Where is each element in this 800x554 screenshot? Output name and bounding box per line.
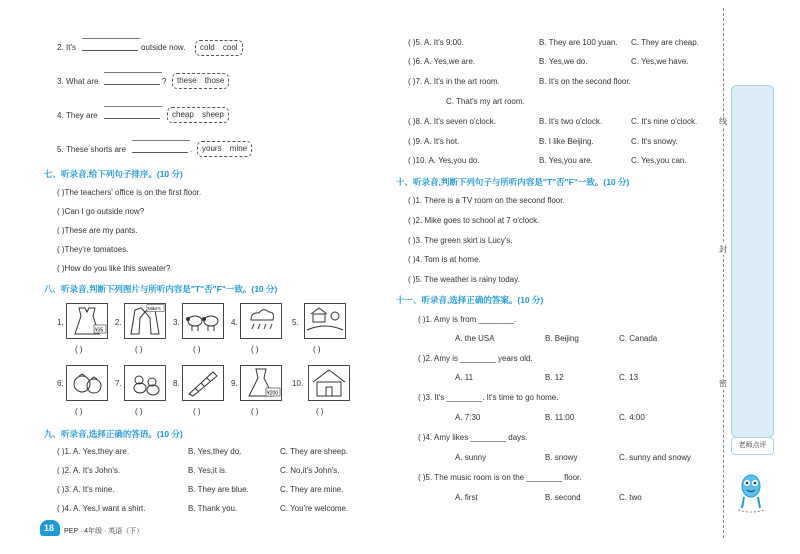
answer-paren[interactable]: ( ) [135, 345, 143, 354]
option-a[interactable]: A. sunny [455, 453, 487, 462]
option-b[interactable]: B. It's on the second floor. [539, 77, 631, 86]
option-c[interactable]: C. sunny and snowy [619, 453, 692, 462]
question-text[interactable]: ( )2. Amy is ________ years old. [418, 354, 533, 363]
list-item[interactable]: ( )Can I go outside now? [57, 207, 145, 216]
option-b[interactable]: B. Thank you. [188, 504, 238, 513]
question-text[interactable]: ( )5. The music room is on the ________ floor. [418, 473, 582, 482]
option-b[interactable]: B. They are blue. [188, 485, 249, 494]
fill-num: 4. [57, 111, 64, 120]
fill-pre: They are [66, 111, 98, 120]
pic-num: 2. [115, 318, 122, 327]
word-box: cheap sheep [167, 107, 229, 123]
answer-paren[interactable]: ( ) [135, 407, 143, 416]
option-b[interactable]: B. Yes,it is. [188, 466, 228, 475]
option-a[interactable]: ( )7. A. It's in the art room. [408, 77, 500, 86]
list-item[interactable]: ( )These are my pants. [57, 226, 138, 235]
option-a[interactable]: ( )2. A. It's John's. [57, 466, 121, 475]
pic-num: 9. [231, 379, 238, 388]
option-c[interactable]: C. You're welcome. [280, 504, 349, 513]
price-tag-2: ¥200 [267, 390, 279, 397]
page-number: 18 [44, 523, 55, 533]
option-a[interactable]: ( )1. A. Yes,they are. [57, 447, 130, 456]
option-b[interactable]: B. Yes,they do. [188, 447, 242, 456]
dress-picture [66, 303, 108, 339]
option-b[interactable]: B. It's two o'clock. [539, 117, 603, 126]
blank[interactable] [104, 111, 160, 119]
cut-line [723, 8, 724, 538]
option-c[interactable]: C. No,it's John's. [280, 466, 340, 475]
list-item[interactable]: ( )The teachers' office is on the first floor. [57, 188, 202, 197]
side-char-seal: 封 [719, 245, 727, 254]
section-10-title: 十、听录音,判断下列句子与所听内容是"T"否"F"一致。(10 分) [396, 177, 630, 187]
side-char-line: 线 [719, 117, 727, 126]
teacher-comment-label: 老师点评 [731, 437, 774, 455]
answer-paren[interactable]: ( ) [316, 407, 324, 416]
list-item[interactable]: ( )4. Tom is at home. [408, 255, 481, 264]
answer-paren[interactable]: ( ) [193, 345, 201, 354]
option-b[interactable]: B. Beijing [545, 334, 579, 343]
option-c[interactable]: C. Yes,you can. [631, 156, 687, 165]
option-b[interactable]: B. Yes,you are. [539, 156, 593, 165]
jacket-picture [124, 303, 166, 339]
blank[interactable] [82, 43, 138, 51]
tomato-picture [66, 365, 108, 401]
answer-paren[interactable]: ( ) [75, 345, 83, 354]
list-item[interactable]: ( )How do you like this sweater? [57, 264, 171, 273]
option-b[interactable]: B. snowy [545, 453, 578, 462]
section-11-title: 十一、听录音,选择正确的答案。(10 分) [396, 295, 544, 305]
list-item[interactable]: ( )2. Mike goes to school at 7 o'clock. [408, 216, 540, 225]
carrot-picture [182, 365, 224, 401]
option-c[interactable]: C. They are mine. [280, 485, 344, 494]
section-8-title: 八、听录音,判断下列图片与所听内容是"T"否"F"一致。(10 分) [44, 284, 278, 294]
house-picture [308, 365, 350, 401]
option-c[interactable]: C. 4:00 [619, 413, 645, 422]
pic-num: 3. [173, 318, 180, 327]
blank[interactable] [132, 145, 188, 153]
option-a[interactable]: ( )8. A. It's seven o'clock. [408, 117, 496, 126]
option-a[interactable]: ( )9. A. It's hot. [408, 137, 460, 146]
teacher-comment-box[interactable] [731, 85, 774, 438]
pic-num: 10. [292, 379, 304, 388]
fill-post: ? [162, 77, 167, 86]
option-b[interactable]: B. They are 100 yuan. [539, 38, 618, 47]
answer-paren[interactable]: ( ) [251, 407, 259, 416]
pic-num: 6. [57, 379, 64, 388]
option-a[interactable]: A. first [455, 493, 478, 502]
answer-paren[interactable]: ( ) [251, 345, 259, 354]
option-a[interactable]: ( )4. A. Yes,I want a shirt. [57, 504, 146, 513]
word-box: cold cool [195, 40, 243, 56]
fill-num: 5. [57, 145, 64, 154]
list-item[interactable]: ( )3. The green skirt is Lucy's. [408, 236, 513, 245]
list-item[interactable]: ( )1. There is a TV room on the second floor. [408, 196, 565, 205]
answer-paren[interactable]: ( ) [75, 407, 83, 416]
name-tag: Mike's [148, 306, 161, 311]
question-text[interactable]: ( )4. Amy likes ________ days. [418, 433, 528, 442]
option-c[interactable]: C. Canada [619, 334, 658, 343]
pic-num: 5. [292, 318, 299, 327]
price-tag-1: ¥35 [95, 327, 104, 334]
side-char-secret: 密 [719, 379, 727, 388]
option-c[interactable]: C. 13 [619, 373, 639, 382]
chick-picture [124, 365, 166, 401]
option-b[interactable]: B. I like Beijing. [539, 137, 594, 146]
answer-paren[interactable]: ( ) [313, 345, 321, 354]
option-b[interactable]: B. 11:00 [545, 413, 575, 422]
answer-paren[interactable]: ( ) [193, 407, 201, 416]
option-a[interactable]: ( )5. A. It's 9:00. [408, 38, 464, 47]
fill-post: . [190, 145, 193, 154]
question-text[interactable]: ( )3. It's ________. It's time to go home. [418, 393, 559, 402]
fill-num: 3. [57, 77, 64, 86]
option-c[interactable]: C. That's my art room. [446, 97, 525, 106]
pic-num: 1. [57, 318, 64, 327]
list-item[interactable]: ( )5. The weather is rainy today. [408, 275, 520, 284]
sheep-picture [182, 303, 224, 339]
option-c[interactable]: C. They are sheep. [280, 447, 348, 456]
option-b[interactable]: B. Yes,we do. [539, 57, 588, 66]
word-box: these those [172, 73, 229, 89]
gown-picture [240, 365, 282, 401]
option-c[interactable]: C. It's snowy. [631, 137, 678, 146]
fill-pre: What are [66, 77, 99, 86]
word-box: yours mine [197, 141, 252, 157]
option-a[interactable]: A. 7:30 [455, 413, 481, 422]
section-7-title: 七、听录音,给下列句子排序。(10 分) [44, 169, 183, 179]
option-b[interactable]: B. 12 [545, 373, 564, 382]
list-item[interactable]: ( )They're tomatoes. [57, 245, 129, 254]
question-text[interactable]: ( )1. Amy is from ________. [418, 315, 517, 324]
pic-num: 7. [115, 379, 122, 388]
option-c[interactable]: C. Yes,we have. [631, 57, 689, 66]
pic-num: 4. [231, 318, 238, 327]
footer-text: PEP · 4年级 · 英语（下） [64, 528, 144, 535]
fill-pre: These shorts are [66, 145, 127, 154]
option-c[interactable]: C. two [619, 493, 642, 502]
option-c[interactable]: C. They are cheap. [631, 38, 699, 47]
option-a[interactable]: ( )3. A. It's mine. [57, 485, 115, 494]
option-a[interactable]: ( )6. A. Yes,we are. [408, 57, 476, 66]
fill-pre: It's [66, 43, 76, 52]
fill-post: outside now. [141, 43, 186, 52]
option-a[interactable]: A. 11 [455, 373, 474, 382]
blank[interactable] [104, 77, 160, 85]
pic-num: 8. [173, 379, 180, 388]
option-a[interactable]: ( )10. A. Yes,you do. [408, 156, 480, 165]
option-b[interactable]: B. second [545, 493, 581, 502]
option-a[interactable]: A. the USA [455, 334, 495, 343]
rain-picture [240, 303, 282, 339]
option-c[interactable]: C. It's nine o'clock. [631, 117, 698, 126]
farm-picture [304, 303, 346, 339]
fill-num: 2. [57, 43, 64, 52]
mascot-icon [736, 470, 766, 514]
section-9-title: 九、听录音,选择正确的答语。(10 分) [44, 429, 183, 439]
